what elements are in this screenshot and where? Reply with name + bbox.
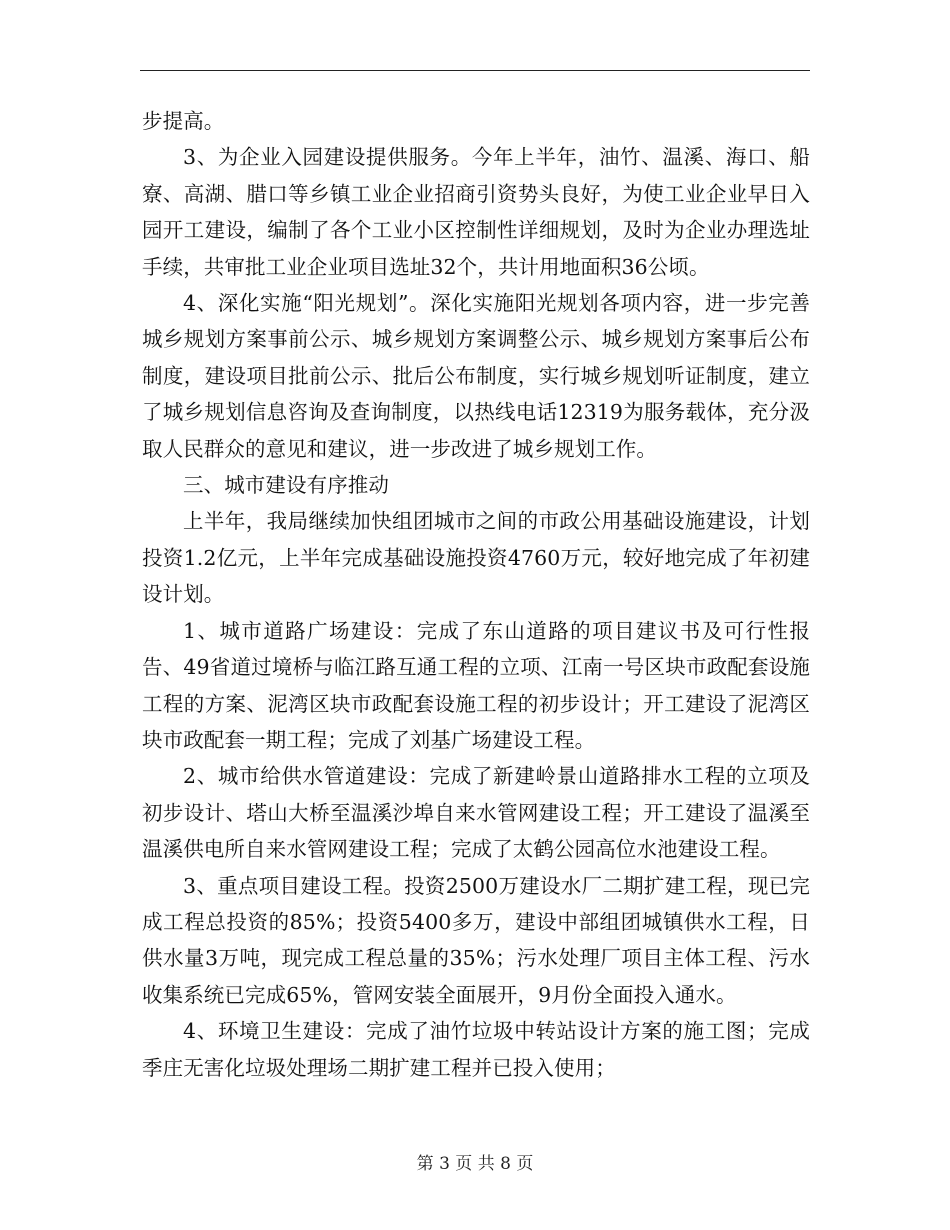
paragraph: 4、深化实施“阳光规划”。深化实施阳光规划各项内容，进一步完善城乡规划方案事前公示、城乡规划方案调整公示、城乡规划方案事后公布制度，建设项目批前公示、批后公布制度，实行城乡规划听证制度，建立了城乡规划信息咨询及查询制度，以热线电话12319为服务载体，充分汲取人民群众的意见和建议，进一步改进了城乡规划工作。: [142, 291, 810, 461]
paragraph: 步提高。: [142, 109, 225, 133]
paragraph: 3、为企业入园建设提供服务。今年上半年，油竹、温溪、海口、船寮、高湖、腊口等乡镇工业企业招商引资势头良好，为使工业企业早日入园开工建设，编制了各个工业小区控制性详细规划，及时为企业办理选址手续，共审批工业企业项目选址32个，共计用地面积36公顷。: [142, 145, 810, 279]
paragraph: 3、重点项目建设工程。投资2500万建设水厂二期扩建工程，现已完成工程总投资的85%；投资5400多万，建设中部组团城镇供水工程，日供水量3万吨，现完成工程总量的35%；污水处理厂项目主体工程、污水收集系统已完成65%，管网安装全面展开，9月份全面投入通水。: [142, 873, 810, 1007]
document-body: [142, 103, 810, 1086]
header-rule: [140, 70, 810, 71]
paragraph: 2、城市给供水管道建设：完成了新建岭景山道路排水工程的立项及初步设计、塔山大桥至温溪沙埠自来水管网建设工程；开工建设了温溪至温溪供电所自来水管网建设工程；完成了太鹤公园高位水池建设工程。: [142, 764, 810, 862]
page-footer: 第 3 页 共 8 页: [416, 1154, 534, 1174]
section-heading: 三、城市建设有序推动: [183, 473, 389, 498]
paragraph: 1、城市道路广场建设：完成了东山道路的项目建议书及可行性报告、49省道过境桥与临江路互通工程的立项、江南一号区块市政配套设施工程的方案、泥湾区块市政配套设施工程的初步设计；开工建设了泥湾区块市政配套一期工程；完成了刘基广场建设工程。: [142, 618, 810, 752]
paragraph: 4、环境卫生建设：完成了油竹垃圾中转站设计方案的施工图；完成季庄无害化垃圾处理场二期扩建工程并已投入使用；: [142, 1019, 810, 1080]
paragraph: 上半年，我局继续加快组团城市之间的市政公用基础设施建设，计划投资1.2亿元，上半年完成基础设施投资4760万元，较好地完成了年初建设计划。: [142, 509, 810, 607]
